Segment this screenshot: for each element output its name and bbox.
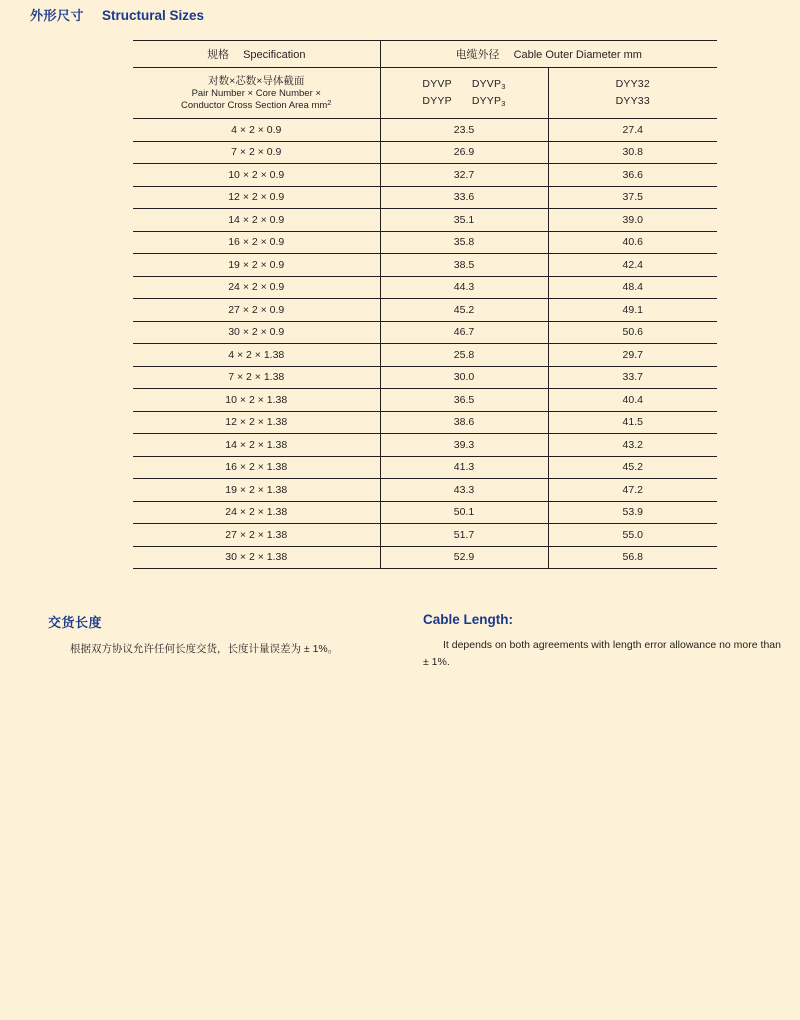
cell-diameter-1: 38.6: [380, 411, 548, 434]
cell-diameter-2: 29.7: [548, 344, 717, 367]
cell-spec: 4 × 2 × 0.9: [133, 119, 380, 142]
cell-diameter-1: 51.7: [380, 524, 548, 547]
cell-spec: 30 × 2 × 1.38: [133, 546, 380, 569]
cell-diameter-2: 55.0: [548, 524, 717, 547]
cable-length-section-cn: [48, 612, 398, 657]
table-row: [133, 389, 717, 412]
cell-diameter-2: 41.5: [548, 411, 717, 434]
cable-length-body-cn: 根据双方协议允许任何长度交货，长度计量误差为 ± 1%。: [70, 643, 339, 655]
structural-sizes-table-wrap: [133, 40, 717, 569]
cell-spec: 30 × 2 × 0.9: [133, 321, 380, 344]
table-header-row-top: [133, 41, 717, 68]
cell-diameter-2: 56.8: [548, 546, 717, 569]
cell-spec: 12 × 2 × 0.9: [133, 186, 380, 209]
header-specification-en: Specification: [243, 49, 306, 61]
cell-diameter-1: 50.1: [380, 501, 548, 524]
header-type-dyyp3-sub: 3: [501, 99, 506, 108]
header-outer-diameter-cn: 电缆外径: [455, 49, 500, 61]
header-type-dyyp: DYYP: [422, 95, 452, 107]
cell-diameter-2: 30.8: [548, 141, 717, 164]
header-type-dyvp: DYVP: [422, 78, 452, 90]
table-row: [133, 344, 717, 367]
cell-spec: 16 × 2 × 0.9: [133, 231, 380, 254]
cable-length-heading-cn: 交货长度: [48, 615, 103, 630]
table-row: [133, 164, 717, 187]
cell-diameter-2: 53.9: [548, 501, 717, 524]
cell-diameter-2: 49.1: [548, 299, 717, 322]
header-spec-detail: [133, 68, 380, 119]
cell-diameter-2: 48.4: [548, 276, 717, 299]
cell-spec: 7 × 2 × 0.9: [133, 141, 380, 164]
table-row: [133, 254, 717, 277]
cell-diameter-2: 33.7: [548, 366, 717, 389]
cell-diameter-2: 45.2: [548, 456, 717, 479]
cell-spec: 4 × 2 × 1.38: [133, 344, 380, 367]
table-row: [133, 501, 717, 524]
cell-diameter-2: 40.4: [548, 389, 717, 412]
table-row: [133, 141, 717, 164]
cell-diameter-1: 30.0: [380, 366, 548, 389]
header-specification-cn: 规格: [207, 49, 230, 61]
cell-spec: 14 × 2 × 0.9: [133, 209, 380, 232]
cell-diameter-2: 27.4: [548, 119, 717, 142]
cell-diameter-1: 46.7: [380, 321, 548, 344]
header-types-dyvp: [380, 68, 548, 119]
header-type-dyy33: DYY33: [615, 95, 650, 107]
cell-diameter-1: 25.8: [380, 344, 548, 367]
table-row: [133, 366, 717, 389]
table-row: [133, 434, 717, 457]
table-row: [133, 411, 717, 434]
header-types-dyy: [548, 68, 717, 119]
cell-spec: 24 × 2 × 1.38: [133, 501, 380, 524]
header-type-dyy32: DYY32: [615, 78, 650, 90]
table-row: [133, 321, 717, 344]
cable-length-section-en: [423, 612, 783, 671]
cell-spec: 27 × 2 × 0.9: [133, 299, 380, 322]
table-row: [133, 546, 717, 569]
cell-diameter-1: 45.2: [380, 299, 548, 322]
cable-length-heading-en: Cable Length:: [423, 612, 513, 627]
section-title: [30, 5, 204, 24]
table-row: [133, 479, 717, 502]
cell-spec: 7 × 2 × 1.38: [133, 366, 380, 389]
cell-diameter-1: 35.8: [380, 231, 548, 254]
cable-length-body-en: It depends on both agreements with length error allowance no more than ± 1%.: [423, 639, 781, 668]
cell-diameter-1: 26.9: [380, 141, 548, 164]
header-outer-diameter-en: Cable Outer Diameter mm: [513, 49, 642, 61]
cell-spec: 14 × 2 × 1.38: [133, 434, 380, 457]
table-row: [133, 299, 717, 322]
cell-diameter-1: 32.7: [380, 164, 548, 187]
cell-spec: 16 × 2 × 1.38: [133, 456, 380, 479]
cell-diameter-1: 33.6: [380, 186, 548, 209]
cell-spec: 19 × 2 × 1.38: [133, 479, 380, 502]
cell-diameter-2: 40.6: [548, 231, 717, 254]
table-header: [133, 41, 717, 119]
cell-spec: 24 × 2 × 0.9: [133, 276, 380, 299]
header-type-dyvp3-sub: 3: [501, 82, 506, 91]
table-row: [133, 456, 717, 479]
header-type-dyyp3: DYYP: [471, 95, 502, 107]
cell-diameter-2: 47.2: [548, 479, 717, 502]
cell-diameter-1: 44.3: [380, 276, 548, 299]
header-spec-detail-en-line2-text: Conductor Cross Section Area mm: [181, 100, 328, 111]
cell-diameter-1: 36.5: [380, 389, 548, 412]
cell-diameter-1: 38.5: [380, 254, 548, 277]
section-title-cn: 外形尺寸: [30, 8, 85, 23]
section-title-en: Structural Sizes: [102, 8, 205, 23]
header-outer-diameter: [380, 41, 717, 68]
cell-diameter-1: 39.3: [380, 434, 548, 457]
header-type-dyvp3: DYVP: [471, 78, 502, 90]
cell-diameter-2: 50.6: [548, 321, 717, 344]
table-header-row-second: [133, 68, 717, 119]
header-spec-detail-en-line1: Pair Number × Core Number ×: [191, 88, 321, 99]
table-row: [133, 209, 717, 232]
cell-spec: 10 × 2 × 1.38: [133, 389, 380, 412]
cell-diameter-1: 23.5: [380, 119, 548, 142]
structural-sizes-table: [133, 40, 717, 569]
cell-spec: 12 × 2 × 1.38: [133, 411, 380, 434]
table-body: [133, 119, 717, 569]
cell-diameter-2: 36.6: [548, 164, 717, 187]
cell-diameter-1: 41.3: [380, 456, 548, 479]
cell-diameter-2: 39.0: [548, 209, 717, 232]
table-row: [133, 276, 717, 299]
table-row: [133, 524, 717, 547]
table-row: [133, 231, 717, 254]
table-row: [133, 186, 717, 209]
header-specification: [133, 41, 380, 68]
cell-spec: 19 × 2 × 0.9: [133, 254, 380, 277]
header-type-line-2: [381, 93, 548, 110]
header-spec-detail-en-line2: [133, 100, 380, 112]
cell-diameter-2: 43.2: [548, 434, 717, 457]
table-row: [133, 119, 717, 142]
cell-diameter-1: 43.3: [380, 479, 548, 502]
cell-diameter-1: 52.9: [380, 546, 548, 569]
cell-diameter-2: 42.4: [548, 254, 717, 277]
cell-diameter-2: 37.5: [548, 186, 717, 209]
cell-spec: 27 × 2 × 1.38: [133, 524, 380, 547]
cell-diameter-1: 35.1: [380, 209, 548, 232]
cell-spec: 10 × 2 × 0.9: [133, 164, 380, 187]
header-spec-unit-sup: 2: [327, 98, 332, 107]
header-spec-detail-cn: 对数×芯数×导体截面: [208, 75, 305, 87]
header-type-line-1: [381, 76, 548, 93]
